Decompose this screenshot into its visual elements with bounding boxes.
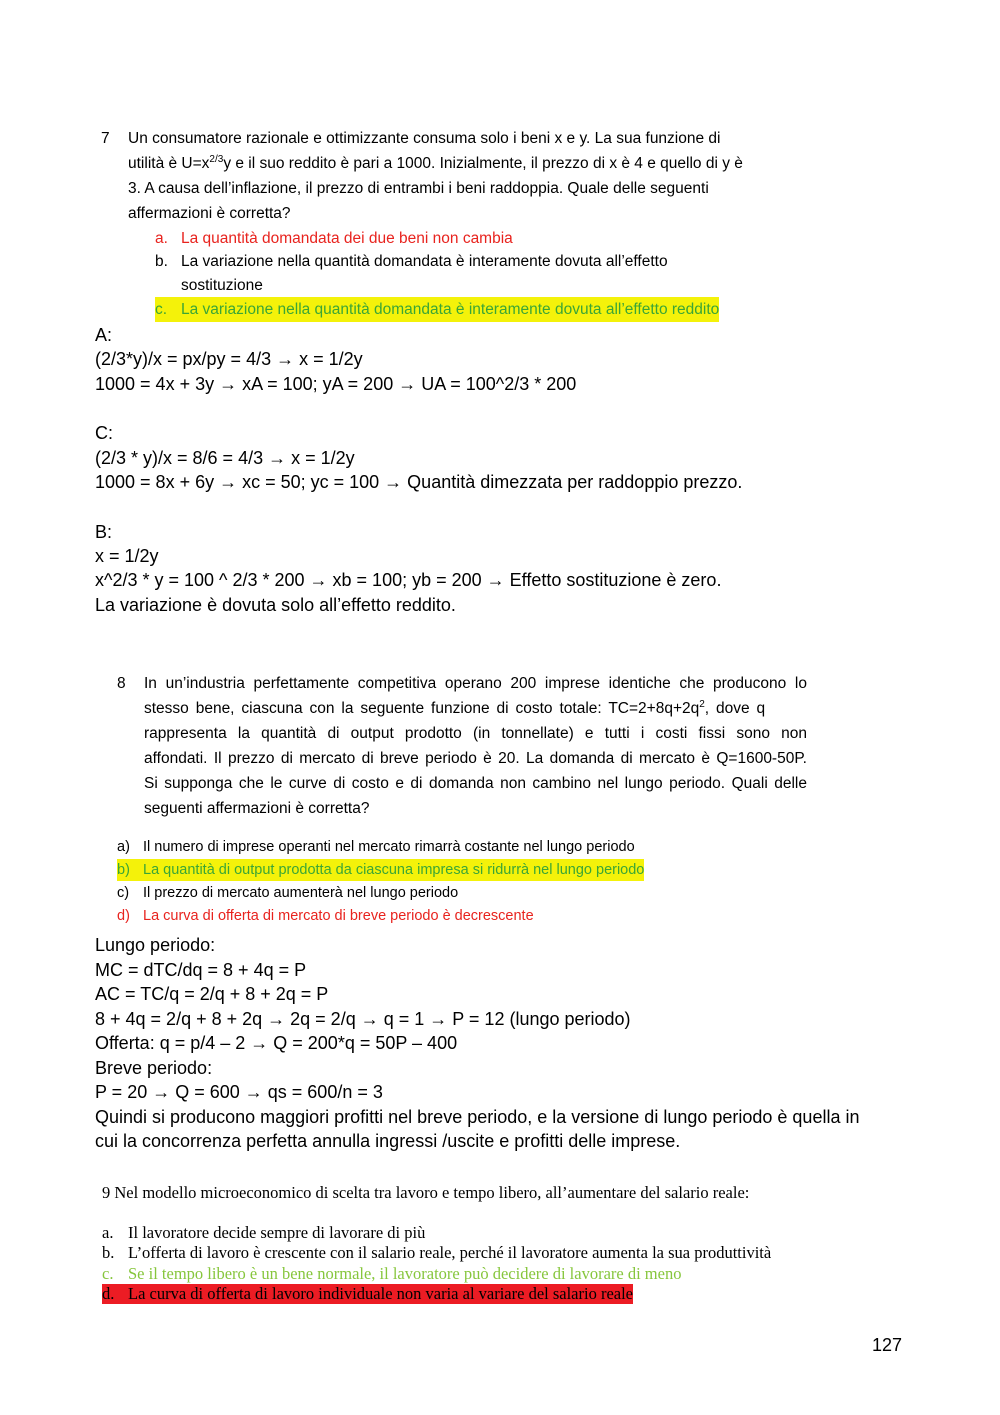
note-line: (2/3*y)/x = px/py = 4/3 → x = 1/2y <box>95 349 363 369</box>
question-text-line: affermazioni è corretta? <box>128 205 291 222</box>
question-text-line: Si supponga che le curve di costo e di domanda non cambino nel lungo periodo. Quali delle <box>144 775 807 792</box>
option-letter: c) <box>117 885 130 901</box>
option-text: L’offerta di lavoro è crescente con il salario reale, perché il lavoratore aumenta la sua produttività <box>128 1243 772 1262</box>
question-number: 8 <box>117 675 126 692</box>
option-d <box>102 1284 633 1304</box>
option-b <box>102 1243 771 1263</box>
option-c <box>102 1264 681 1284</box>
note-line: Offerta: q = p/4 – 2 → Q = 200*q = 50P – 400 <box>95 1033 458 1053</box>
option-letter: d) <box>117 908 130 924</box>
option-letter: c. <box>102 1264 114 1283</box>
option-c <box>117 882 458 904</box>
question-text-line: rappresenta la quantità di output prodotto (in tonnellate) e tutti i costi fissi sono non <box>144 725 807 742</box>
note-line: P = 20 → Q = 600 → qs = 600/n = 3 <box>95 1082 383 1102</box>
option-text: La variazione nella quantità domandata è interamente dovuta all’effetto <box>181 253 668 270</box>
page-number: 127 <box>872 1335 903 1355</box>
exponent: 2 <box>699 698 705 710</box>
option-text: Il prezzo di mercato aumenterà nel lungo periodo <box>143 885 459 901</box>
option-a <box>102 1223 425 1243</box>
note-line: C: <box>95 423 113 443</box>
note-line: A: <box>95 325 113 345</box>
option-b <box>117 859 644 881</box>
option-a <box>155 226 513 251</box>
option-d <box>117 905 534 927</box>
option-letter: d. <box>102 1284 115 1303</box>
option-b <box>155 249 668 274</box>
option-text: Il numero di imprese operanti nel mercato rimarrà costante nel lungo periodo <box>143 839 635 855</box>
question-number: 7 <box>101 130 110 147</box>
note-line: AC = TC/q = 2/q + 8 + 2q = P <box>95 984 329 1004</box>
note-line: Quindi si producono maggiori profitti nel breve periodo, e la versione di lungo periodo è quella in <box>95 1107 860 1127</box>
exponent: 2/3 <box>209 153 224 165</box>
correct-answer-highlight <box>155 297 719 322</box>
option-a <box>117 836 635 858</box>
option-text: La quantità di output prodotta da ciascuna impresa si ridurrà nel lungo periodo <box>143 862 645 878</box>
note-line: 8 + 4q = 2/q + 8 + 2q → 2q = 2/q → q = 1 → P = 12 (lungo periodo) <box>95 1009 631 1029</box>
note-line: La variazione è dovuta solo all’effetto reddito. <box>95 595 456 615</box>
text-segment: , dove q <box>704 700 766 717</box>
question-text-line: Un consumatore razionale e ottimizzante consuma solo i beni x e y. La sua funzione di <box>128 130 721 147</box>
text-segment: stesso bene, ciascuna con la seguente funzione di costo totale: TC=2+8q+2q <box>144 700 700 717</box>
note-line: B: <box>95 522 113 542</box>
text-segment <box>144 696 765 721</box>
text-segment: utilità è U=x <box>128 155 210 172</box>
question-text-line <box>144 696 807 721</box>
wrong-answer-highlight <box>102 1284 633 1304</box>
option-text: Se il tempo libero è un bene normale, il lavoratore può decidere di lavorare di meno <box>128 1264 682 1283</box>
question-text-line <box>128 151 743 176</box>
note-line: 1000 = 4x + 3y → xA = 100; yA = 200 → UA = 100^2/3 * 200 <box>95 374 577 394</box>
question-text-line: 3. A causa dell’inflazione, il prezzo di entrambi i beni raddoppia. Quale delle seguenti <box>128 180 709 197</box>
note-line: 1000 = 8x + 6y → xc = 50; yc = 100 → Quantità dimezzata per raddoppio prezzo. <box>95 472 743 492</box>
text-segment: y e il suo reddito è pari a 1000. Inizialmente, il prezzo di x è 4 e quello di y è <box>223 155 743 172</box>
option-c <box>155 297 719 322</box>
option-letter: a) <box>117 839 130 855</box>
note-line: MC = dTC/dq = 8 + 4q = P <box>95 960 307 980</box>
question-text-line: In un’industria perfettamente competitiva operano 200 imprese identiche che producono lo <box>144 675 807 692</box>
question-text: 9 Nel modello microeconomico di scelta tra lavoro e tempo libero, all’aumentare del salario reale: <box>102 1183 750 1202</box>
option-letter: b. <box>155 253 168 270</box>
option-b-continuation <box>181 273 263 298</box>
option-text: Il lavoratore decide sempre di lavorare di più <box>128 1223 426 1242</box>
option-letter: a. <box>155 230 168 247</box>
option-text: sostituzione <box>181 277 263 294</box>
option-letter: b. <box>102 1243 115 1262</box>
option-text: La variazione nella quantità domandata è interamente dovuta all’effetto reddito <box>181 301 720 318</box>
option-letter: c. <box>155 301 168 318</box>
correct-answer-highlight <box>117 859 644 881</box>
option-text: La quantità domandata dei due beni non cambia <box>181 230 513 247</box>
question-text-line: affondati. Il prezzo di mercato di breve periodo è 20. La domanda di mercato è Q=1600-50P. <box>144 750 807 767</box>
note-line: Lungo periodo: <box>95 935 216 955</box>
question-text-line: seguenti affermazioni è corretta? <box>144 800 370 817</box>
note-line: cui la concorrenza perfetta annulla ingressi /uscite e profitti delle imprese. <box>95 1131 681 1151</box>
option-text: La curva di offerta di lavoro individuale non varia al variare del salario reale <box>128 1284 634 1303</box>
note-line: x^2/3 * y = 100 ^ 2/3 * 200 → xb = 100; yb = 200 → Effetto sostituzione è zero. <box>95 570 722 590</box>
option-text: La curva di offerta di mercato di breve periodo è decrescente <box>143 908 534 924</box>
note-line: (2/3 * y)/x = 8/6 = 4/3 → x = 1/2y <box>95 448 355 468</box>
option-letter: b) <box>117 862 130 878</box>
note-line: Breve periodo: <box>95 1058 213 1078</box>
option-letter: a. <box>102 1223 114 1242</box>
note-line: x = 1/2y <box>95 546 159 566</box>
